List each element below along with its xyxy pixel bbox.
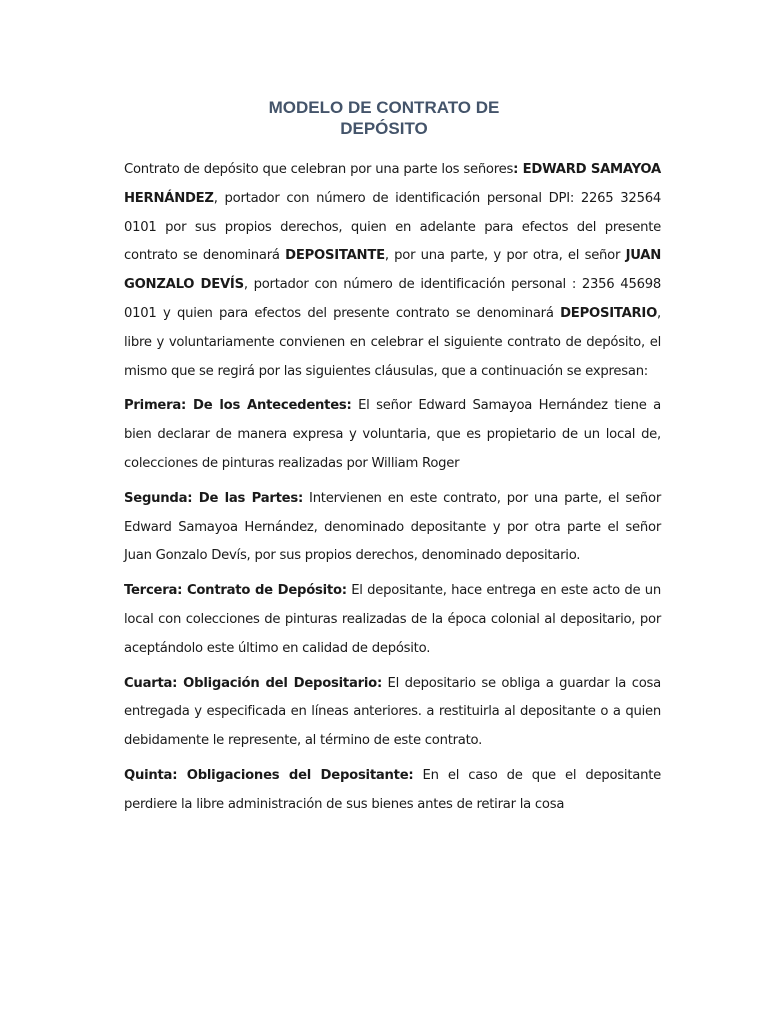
intro-text-5: , libre y voluntariamente convienen en celebrar el siguiente contrato de depósito, el mismo que se regirá por las siguientes cláusulas, que a continuación se expresan: <box>124 305 661 379</box>
document-title-line-2: DEPÓSITO <box>340 119 428 138</box>
clause-text: Intervienen en este contrato, por una parte, el señor Edward Samayoa Hernández, denominado depositante y por otra parte el señor Juan Gonzalo Devís, por sus propios derechos, denominado depositario. <box>124 490 661 564</box>
clause-paragraph <box>124 577 661 663</box>
intro-role-depositario: DEPOSITARIO <box>560 305 658 321</box>
clause-paragraph <box>124 485 661 571</box>
clause-paragraph <box>124 762 661 820</box>
clause-text: El depositario se obliga a guardar la cosa entregada y especificada en líneas anteriores. a restituirla al depositante o a quien debidamente le represente, al término de este contrato. <box>124 675 661 749</box>
document-body <box>124 156 661 826</box>
clause-paragraph <box>124 670 661 756</box>
clause-heading: Segunda: De las Partes: <box>124 490 303 506</box>
intro-text-2: , portador con número de identificación personal DPI: 2265 32564 0101 por sus propios derechos, quien en adelante para efectos del presente contrato se denominará <box>124 190 661 264</box>
intro-paragraph <box>124 156 661 386</box>
intro-role-depositante: DEPOSITANTE <box>285 248 385 264</box>
document-title-line-1: MODELO DE CONTRATO DE <box>268 98 500 117</box>
clause-heading: Primera: De los Antecedentes: <box>124 398 352 414</box>
intro-text-4: , portador con número de identificación personal : 2356 45698 0101 y quien para efectos del presente contrato se denominará <box>124 277 662 321</box>
clause-paragraph <box>124 392 661 478</box>
intro-text-3: , por una parte, y por otra, el señor <box>384 248 626 264</box>
intro-party-depositante-name: : EDWARD SAMAYOA HERNÁNDEZ <box>124 162 661 206</box>
document-title <box>0 97 768 139</box>
intro-party-depositario-name: JUAN GONZALO DEVÍS <box>124 248 662 293</box>
clause-heading: Quinta: Obligaciones del Depositante: <box>124 767 414 783</box>
clause-text: El depositante, hace entrega en este acto de un local con colecciones de pinturas realizadas de la época colonial al depositario, por aceptándolo este último en calidad de depósito. <box>124 583 661 656</box>
clause-heading: Tercera: Contrato de Depósito: <box>124 583 347 599</box>
clause-heading: Cuarta: Obligación del Depositario: <box>124 675 382 691</box>
clause-text: El señor Edward Samayoa Hernández tiene a bien declarar de manera expresa y voluntaria, que es propietario de un local de, colecciones de pinturas realizadas por William Roger <box>124 398 661 471</box>
intro-text-1: Contrato de depósito que celebran por una parte los señores <box>124 162 514 177</box>
clause-text: En el caso de que el depositante perdiere la libre administración de sus bienes antes de retirar la cosa <box>124 767 661 812</box>
